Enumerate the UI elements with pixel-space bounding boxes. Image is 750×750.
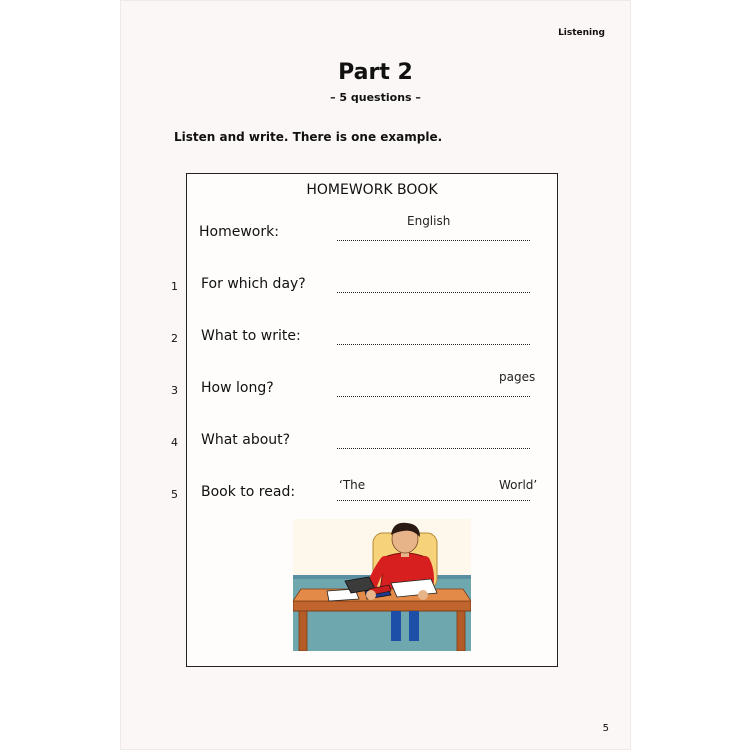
example-answer-line [337,240,530,241]
question-text: What about? [201,432,291,448]
question-text: Book to read: [201,484,296,500]
question-row-1 [171,274,557,304]
answer-line-5[interactable] [337,500,530,501]
question-number: 3 [171,384,178,397]
example-question: Homework: [199,224,279,240]
answer-prefix: ‘The [339,478,366,492]
part-subtitle: – 5 questions – [330,91,421,104]
example-answer: English [407,214,451,228]
question-row-5 [171,478,557,512]
question-row-3 [171,370,557,408]
section-label: Listening [558,28,605,38]
answer-suffix: pages [499,370,536,384]
answer-line-2[interactable] [337,344,530,345]
question-number: 1 [171,280,178,293]
question-row-4 [171,430,557,460]
instructions: Listen and write. There is one example. [174,130,443,144]
homework-form [171,173,558,667]
question-text: For which day? [201,276,306,292]
answer-line-4[interactable] [337,448,530,449]
question-number: 2 [171,332,178,345]
boy-homework-illustration [293,519,471,651]
page-number: 5 [602,723,609,734]
answer-line-1[interactable] [337,292,530,293]
part-title: Part 2 [338,60,413,85]
answer-line-3[interactable] [337,396,530,397]
question-number: 4 [171,436,178,449]
question-number: 5 [171,488,178,501]
question-text: How long? [201,380,274,396]
answer-suffix: World’ [499,478,538,492]
form-title: HOMEWORK BOOK [306,182,438,198]
workbook-page [120,0,631,750]
question-text: What to write: [201,328,301,344]
question-row-2 [171,326,557,356]
example-row [187,214,557,252]
